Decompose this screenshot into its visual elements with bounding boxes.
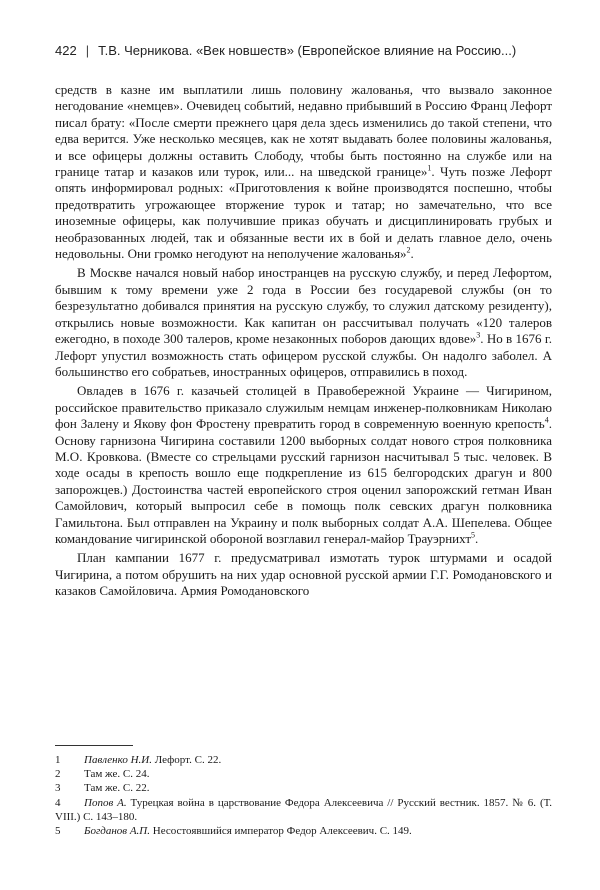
footnote-text: Там же. С. 22. <box>84 782 150 795</box>
footnote <box>55 824 552 838</box>
paragraph <box>55 82 552 262</box>
footnote-number: 3 <box>55 782 61 795</box>
footnote-text: Лефорт. С. 22. <box>152 754 222 766</box>
footnote-number: 1 <box>55 754 61 766</box>
footnote-rule <box>55 745 133 746</box>
paragraph-text: средств в казне им выплатили лишь половину жалованья, что вызвало законное негодование «немцев». Очевидец событий, недавно прибывший в Россию Франц Лефорт писал брату: «После смерти прежнего царя дела здесь изменились до такой степени, что едва верится. Уже несколько месяцев, как не хотят выдавать более половины жалованья, и все офицеры должны оставить Слободу, чтобы быть постоянно на службе или на границе татар и казаков или турок, или... на шведской границе» <box>55 82 552 180</box>
paragraph <box>55 383 552 547</box>
footnote-ref: 5 <box>471 530 475 540</box>
paragraph <box>55 265 552 380</box>
footnote-ref: 4 <box>544 415 549 425</box>
footnote-author: Попов А. <box>84 796 127 809</box>
footnote-ref: 1 <box>427 163 432 173</box>
paragraph-text: Овладев в 1676 г. казачьей столицей в Правобережной Украине — Чигирином, российское правительство приказало служилым немцам инженер-полковникам Николаю фон Залену и Якову фон Фростену превратить город в современную военную крепость <box>55 383 552 432</box>
main-text <box>55 82 552 600</box>
footnote-text: Турецкая война в царствование Федора Алексеевича // Русский вестник. 1857. № 6. (Т. VIII.) С. 143–180. <box>55 796 552 823</box>
footnote <box>55 781 552 795</box>
footnote-text: Несостоявшийся император Федор Алексеевич. С. 149. <box>150 825 412 838</box>
footnote <box>55 753 552 767</box>
paragraph-text: . Но в 1676 г. Лефорт упустил возможность стать офицером русской службы. Он надолго заболел. А большинство его собратьев, иностранных офицеров, отправились в поход. <box>55 331 552 379</box>
paragraph-text: . <box>410 246 414 262</box>
footnotes <box>55 753 552 838</box>
paragraph-text: . <box>475 530 479 546</box>
footnote <box>55 767 552 781</box>
header-separator: | <box>85 43 90 58</box>
footnote-author: Павленко Н.И. <box>84 754 152 766</box>
footnote-ref: 3 <box>476 330 481 340</box>
footnote-text: Там же. С. 24. <box>84 768 150 781</box>
paragraph-text: . Чуть позже Лефорт опять информировал родных: «Приготовления к войне производятся поспешно, чтобы предотвратить угрожающее вторжение турок и татар; но замечательно, что все иноземные офицеры, как получившие приказ обучать и дисциплинировать грубых и необразованных людей, так и обязанные вести их в бой и делать главное дело, очень недовольны. Они громко негодуют на неполучение жалованья» <box>55 164 552 262</box>
running-title: Т.В. Черникова. «Век новшеств» (Европейское влияние на Россию...) <box>98 43 517 58</box>
running-header <box>55 43 555 58</box>
paragraph-text: План кампании 1677 г. предусматривал измотать турок штурмами и осадой Чигирина, а потом обрушить на них удар основной русской армии Г.Г. Ромодановского и казаков Самойловича. Армия Ромодановского <box>55 550 552 599</box>
footnote <box>55 796 552 824</box>
footnote-number: 2 <box>55 768 61 781</box>
footnote-number: 4 <box>55 796 61 809</box>
paragraph-text: В Москве начался новый набор иностранцев на русскую службу, и перед Лефортом, бывшим к тому времени уже 2 года в России без государевой службы (он то безрезультатно добивался принятия на русскую службу, то служил датскому резиденту), открылись новые возможности. Как капитан он рассчитывал получать «120 талеров ежегодно, в походе 300 талеров, кроме незаконных поборов дающих вдове» <box>55 265 552 347</box>
page-number: 422 <box>55 43 77 58</box>
footnote-number: 5 <box>55 825 61 838</box>
footnote-ref: 2 <box>406 245 411 255</box>
footnote-author: Богданов А.П. <box>84 825 150 838</box>
paragraph <box>55 550 552 599</box>
paragraph-text: . Основу гарнизона Чигирина составили 1200 выборных солдат нового строя полковника М.О. Кровкова. (Вместе со стрельцами русский гарнизон насчитывал 5 тыс. человек. В ходе осады в крепость вошло еще подкрепление из 615 белгородских драгун и 800 запорожцев.) Достоинства частей европейского строя оценил запорожский гетман Иван Самойлович, который выпросил себе в помощь полк севских драгун полковника Гамильтона. Был отправлен на Украину и полк выборных солдат А.А. Шепелева. Общее командование чигиринской обороной возглавил генерал-майор Трауэрнихт <box>55 416 552 546</box>
